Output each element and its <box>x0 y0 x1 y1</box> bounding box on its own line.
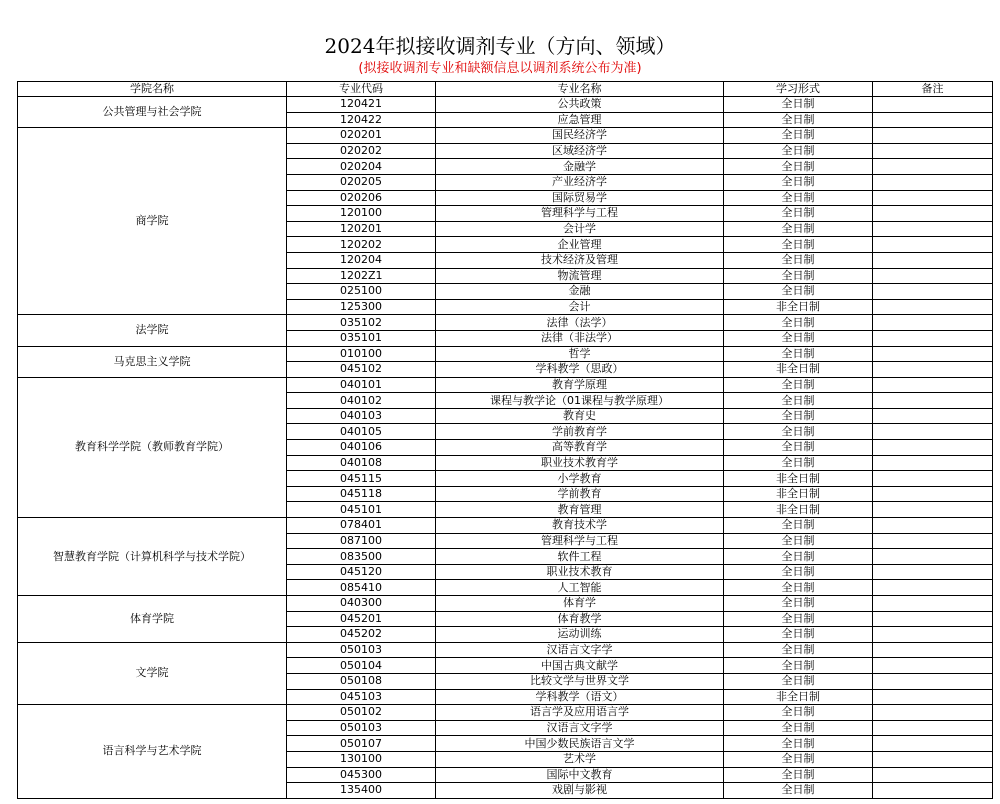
major-name-cell: 教育技术学 <box>436 518 724 534</box>
note-cell <box>873 362 993 378</box>
major-name-cell: 中国古典文献学 <box>436 658 724 674</box>
study-mode-cell: 全日制 <box>724 143 873 159</box>
study-mode-cell: 全日制 <box>724 627 873 643</box>
code-cell: 120100 <box>287 206 436 222</box>
study-mode-cell: 非全日制 <box>724 471 873 487</box>
major-name-cell: 体育教学 <box>436 611 724 627</box>
note-cell <box>873 268 993 284</box>
majors-table <box>17 81 993 799</box>
major-name-cell: 公共政策 <box>436 97 724 113</box>
note-cell <box>873 315 993 331</box>
note-cell <box>873 190 993 206</box>
study-mode-cell: 全日制 <box>724 736 873 752</box>
major-name-cell: 法律（法学） <box>436 315 724 331</box>
college-name-cell: 智慧教育学院（计算机科学与技术学院） <box>18 518 287 596</box>
study-mode-cell: 全日制 <box>724 112 873 128</box>
study-mode-cell: 非全日制 <box>724 362 873 378</box>
code-cell: 120421 <box>287 97 436 113</box>
major-name-cell: 管理科学与工程 <box>436 206 724 222</box>
note-cell <box>873 471 993 487</box>
major-name-cell: 中国少数民族语言文学 <box>436 736 724 752</box>
table-row <box>18 705 993 721</box>
code-cell: 045202 <box>287 627 436 643</box>
major-name-cell: 金融 <box>436 284 724 300</box>
study-mode-cell: 非全日制 <box>724 502 873 518</box>
page-title: 2024年拟接收调剂专业（方向、领域） <box>324 34 676 58</box>
note-cell <box>873 767 993 783</box>
note-cell <box>873 221 993 237</box>
code-cell: 020201 <box>287 128 436 144</box>
study-mode-cell: 全日制 <box>724 564 873 580</box>
note-cell <box>873 455 993 471</box>
note-cell <box>873 673 993 689</box>
page-subtitle: (拟接收调剂专业和缺额信息以调剂系统公布为准) <box>358 61 642 76</box>
note-cell <box>873 658 993 674</box>
study-mode-cell: 非全日制 <box>724 299 873 315</box>
code-cell: 120201 <box>287 221 436 237</box>
code-cell: 020202 <box>287 143 436 159</box>
study-mode-cell: 全日制 <box>724 221 873 237</box>
study-mode-cell: 全日制 <box>724 533 873 549</box>
study-mode-cell: 全日制 <box>724 518 873 534</box>
note-cell <box>873 377 993 393</box>
header-row <box>18 82 993 97</box>
major-name-cell: 区域经济学 <box>436 143 724 159</box>
code-cell: 010100 <box>287 346 436 362</box>
major-name-cell: 体育学 <box>436 596 724 612</box>
major-name-cell: 高等教育学 <box>436 440 724 456</box>
college-name-cell: 公共管理与社会学院 <box>18 97 287 128</box>
major-name-cell: 法律（非法学） <box>436 330 724 346</box>
major-name-cell: 软件工程 <box>436 549 724 565</box>
study-mode-cell: 全日制 <box>724 455 873 471</box>
note-cell <box>873 486 993 502</box>
note-cell <box>873 330 993 346</box>
major-name-cell: 学前教育 <box>436 486 724 502</box>
note-cell <box>873 611 993 627</box>
study-mode-cell: 非全日制 <box>724 486 873 502</box>
college-name-cell: 商学院 <box>18 128 287 315</box>
major-name-cell: 会计学 <box>436 221 724 237</box>
code-cell: 050108 <box>287 673 436 689</box>
note-cell <box>873 783 993 799</box>
note-cell <box>873 159 993 175</box>
code-cell: 040300 <box>287 596 436 612</box>
study-mode-cell: 全日制 <box>724 549 873 565</box>
code-cell: 025100 <box>287 284 436 300</box>
major-name-cell: 小学教育 <box>436 471 724 487</box>
code-cell: 020205 <box>287 174 436 190</box>
code-cell: 083500 <box>287 549 436 565</box>
note-cell <box>873 502 993 518</box>
study-mode-cell: 全日制 <box>724 190 873 206</box>
study-mode-cell: 全日制 <box>724 268 873 284</box>
college-name-cell: 法学院 <box>18 315 287 346</box>
college-name-cell: 语言科学与艺术学院 <box>18 705 287 799</box>
college-name-cell: 体育学院 <box>18 596 287 643</box>
code-cell: 078401 <box>287 518 436 534</box>
study-mode-cell: 全日制 <box>724 284 873 300</box>
code-cell: 045120 <box>287 564 436 580</box>
code-cell: 050102 <box>287 705 436 721</box>
code-cell: 045101 <box>287 502 436 518</box>
table-row <box>18 377 993 393</box>
major-name-cell: 人工智能 <box>436 580 724 596</box>
study-mode-cell: 全日制 <box>724 346 873 362</box>
major-name-cell: 教育史 <box>436 408 724 424</box>
study-mode-cell: 全日制 <box>724 377 873 393</box>
major-name-cell: 国际中文教育 <box>436 767 724 783</box>
study-mode-cell: 全日制 <box>724 783 873 799</box>
college-name-cell: 教育科学学院（教师教育学院） <box>18 377 287 517</box>
major-name-cell: 学前教育学 <box>436 424 724 440</box>
code-cell: 020206 <box>287 190 436 206</box>
code-cell: 035102 <box>287 315 436 331</box>
note-cell <box>873 596 993 612</box>
study-mode-cell: 全日制 <box>724 330 873 346</box>
major-name-cell: 应急管理 <box>436 112 724 128</box>
table-row <box>18 642 993 658</box>
code-cell: 045201 <box>287 611 436 627</box>
study-mode-cell: 全日制 <box>724 751 873 767</box>
note-cell <box>873 408 993 424</box>
code-cell: 045300 <box>287 767 436 783</box>
note-cell <box>873 564 993 580</box>
major-name-cell: 管理科学与工程 <box>436 533 724 549</box>
note-cell <box>873 174 993 190</box>
note-cell <box>873 206 993 222</box>
study-mode-cell: 全日制 <box>724 393 873 409</box>
study-mode-cell: 全日制 <box>724 408 873 424</box>
major-name-cell: 企业管理 <box>436 237 724 253</box>
code-cell: 050107 <box>287 736 436 752</box>
major-name-cell: 国际贸易学 <box>436 190 724 206</box>
note-cell <box>873 518 993 534</box>
major-name-cell: 汉语言文字学 <box>436 720 724 736</box>
note-cell <box>873 642 993 658</box>
header-note: 备注 <box>873 82 993 97</box>
study-mode-cell: 全日制 <box>724 611 873 627</box>
code-cell: 040106 <box>287 440 436 456</box>
code-cell: 045102 <box>287 362 436 378</box>
major-name-cell: 课程与教学论（01课程与教学原理） <box>436 393 724 409</box>
header-code: 专业代码 <box>287 82 436 97</box>
table-body <box>18 97 993 799</box>
study-mode-cell: 全日制 <box>724 658 873 674</box>
note-cell <box>873 299 993 315</box>
note-cell <box>873 128 993 144</box>
table-row <box>18 518 993 534</box>
major-name-cell: 教育学原理 <box>436 377 724 393</box>
note-cell <box>873 440 993 456</box>
study-mode-cell: 全日制 <box>724 424 873 440</box>
header-mode: 学习形式 <box>724 82 873 97</box>
table-row <box>18 346 993 362</box>
header-major: 专业名称 <box>436 82 724 97</box>
major-name-cell: 物流管理 <box>436 268 724 284</box>
header-college: 学院名称 <box>18 82 287 97</box>
study-mode-cell: 全日制 <box>724 767 873 783</box>
major-name-cell: 教育管理 <box>436 502 724 518</box>
note-cell <box>873 627 993 643</box>
major-name-cell: 哲学 <box>436 346 724 362</box>
major-name-cell: 产业经济学 <box>436 174 724 190</box>
major-name-cell: 会计 <box>436 299 724 315</box>
study-mode-cell: 全日制 <box>724 705 873 721</box>
major-name-cell: 职业技术教育学 <box>436 455 724 471</box>
note-cell <box>873 237 993 253</box>
college-name-cell: 文学院 <box>18 642 287 704</box>
note-cell <box>873 720 993 736</box>
note-cell <box>873 549 993 565</box>
code-cell: 120204 <box>287 252 436 268</box>
code-cell: 087100 <box>287 533 436 549</box>
note-cell <box>873 736 993 752</box>
major-name-cell: 语言学及应用语言学 <box>436 705 724 721</box>
code-cell: 040102 <box>287 393 436 409</box>
code-cell: 045115 <box>287 471 436 487</box>
code-cell: 040103 <box>287 408 436 424</box>
note-cell <box>873 751 993 767</box>
note-cell <box>873 346 993 362</box>
study-mode-cell: 全日制 <box>724 128 873 144</box>
note-cell <box>873 533 993 549</box>
table-row <box>18 97 993 113</box>
major-name-cell: 国民经济学 <box>436 128 724 144</box>
note-cell <box>873 689 993 705</box>
major-name-cell: 学科教学（语文） <box>436 689 724 705</box>
code-cell: 020204 <box>287 159 436 175</box>
code-cell: 035101 <box>287 330 436 346</box>
study-mode-cell: 全日制 <box>724 252 873 268</box>
study-mode-cell: 全日制 <box>724 642 873 658</box>
study-mode-cell: 全日制 <box>724 580 873 596</box>
code-cell: 040101 <box>287 377 436 393</box>
study-mode-cell: 非全日制 <box>724 689 873 705</box>
college-name-cell: 马克思主义学院 <box>18 346 287 377</box>
note-cell <box>873 580 993 596</box>
note-cell <box>873 284 993 300</box>
study-mode-cell: 全日制 <box>724 596 873 612</box>
table-row <box>18 596 993 612</box>
note-cell <box>873 705 993 721</box>
code-cell: 045118 <box>287 486 436 502</box>
major-name-cell: 比较文学与世界文学 <box>436 673 724 689</box>
code-cell: 050104 <box>287 658 436 674</box>
code-cell: 050103 <box>287 720 436 736</box>
major-name-cell: 金融学 <box>436 159 724 175</box>
major-name-cell: 汉语言文字学 <box>436 642 724 658</box>
major-name-cell: 戏剧与影视 <box>436 783 724 799</box>
table-row <box>18 128 993 144</box>
code-cell: 120422 <box>287 112 436 128</box>
note-cell <box>873 393 993 409</box>
study-mode-cell: 全日制 <box>724 206 873 222</box>
major-name-cell: 学科教学（思政） <box>436 362 724 378</box>
code-cell: 120202 <box>287 237 436 253</box>
major-name-cell: 艺术学 <box>436 751 724 767</box>
study-mode-cell: 全日制 <box>724 159 873 175</box>
code-cell: 130100 <box>287 751 436 767</box>
study-mode-cell: 全日制 <box>724 237 873 253</box>
table-row <box>18 315 993 331</box>
code-cell: 040105 <box>287 424 436 440</box>
code-cell: 085410 <box>287 580 436 596</box>
major-name-cell: 运动训练 <box>436 627 724 643</box>
major-name-cell: 技术经济及管理 <box>436 252 724 268</box>
note-cell <box>873 97 993 113</box>
study-mode-cell: 全日制 <box>724 440 873 456</box>
code-cell: 045103 <box>287 689 436 705</box>
note-cell <box>873 143 993 159</box>
code-cell: 050103 <box>287 642 436 658</box>
code-cell: 1202Z1 <box>287 268 436 284</box>
study-mode-cell: 全日制 <box>724 174 873 190</box>
note-cell <box>873 252 993 268</box>
study-mode-cell: 全日制 <box>724 315 873 331</box>
study-mode-cell: 全日制 <box>724 673 873 689</box>
note-cell <box>873 424 993 440</box>
study-mode-cell: 全日制 <box>724 720 873 736</box>
note-cell <box>873 112 993 128</box>
code-cell: 040108 <box>287 455 436 471</box>
major-name-cell: 职业技术教育 <box>436 564 724 580</box>
study-mode-cell: 全日制 <box>724 97 873 113</box>
code-cell: 125300 <box>287 299 436 315</box>
code-cell: 135400 <box>287 783 436 799</box>
